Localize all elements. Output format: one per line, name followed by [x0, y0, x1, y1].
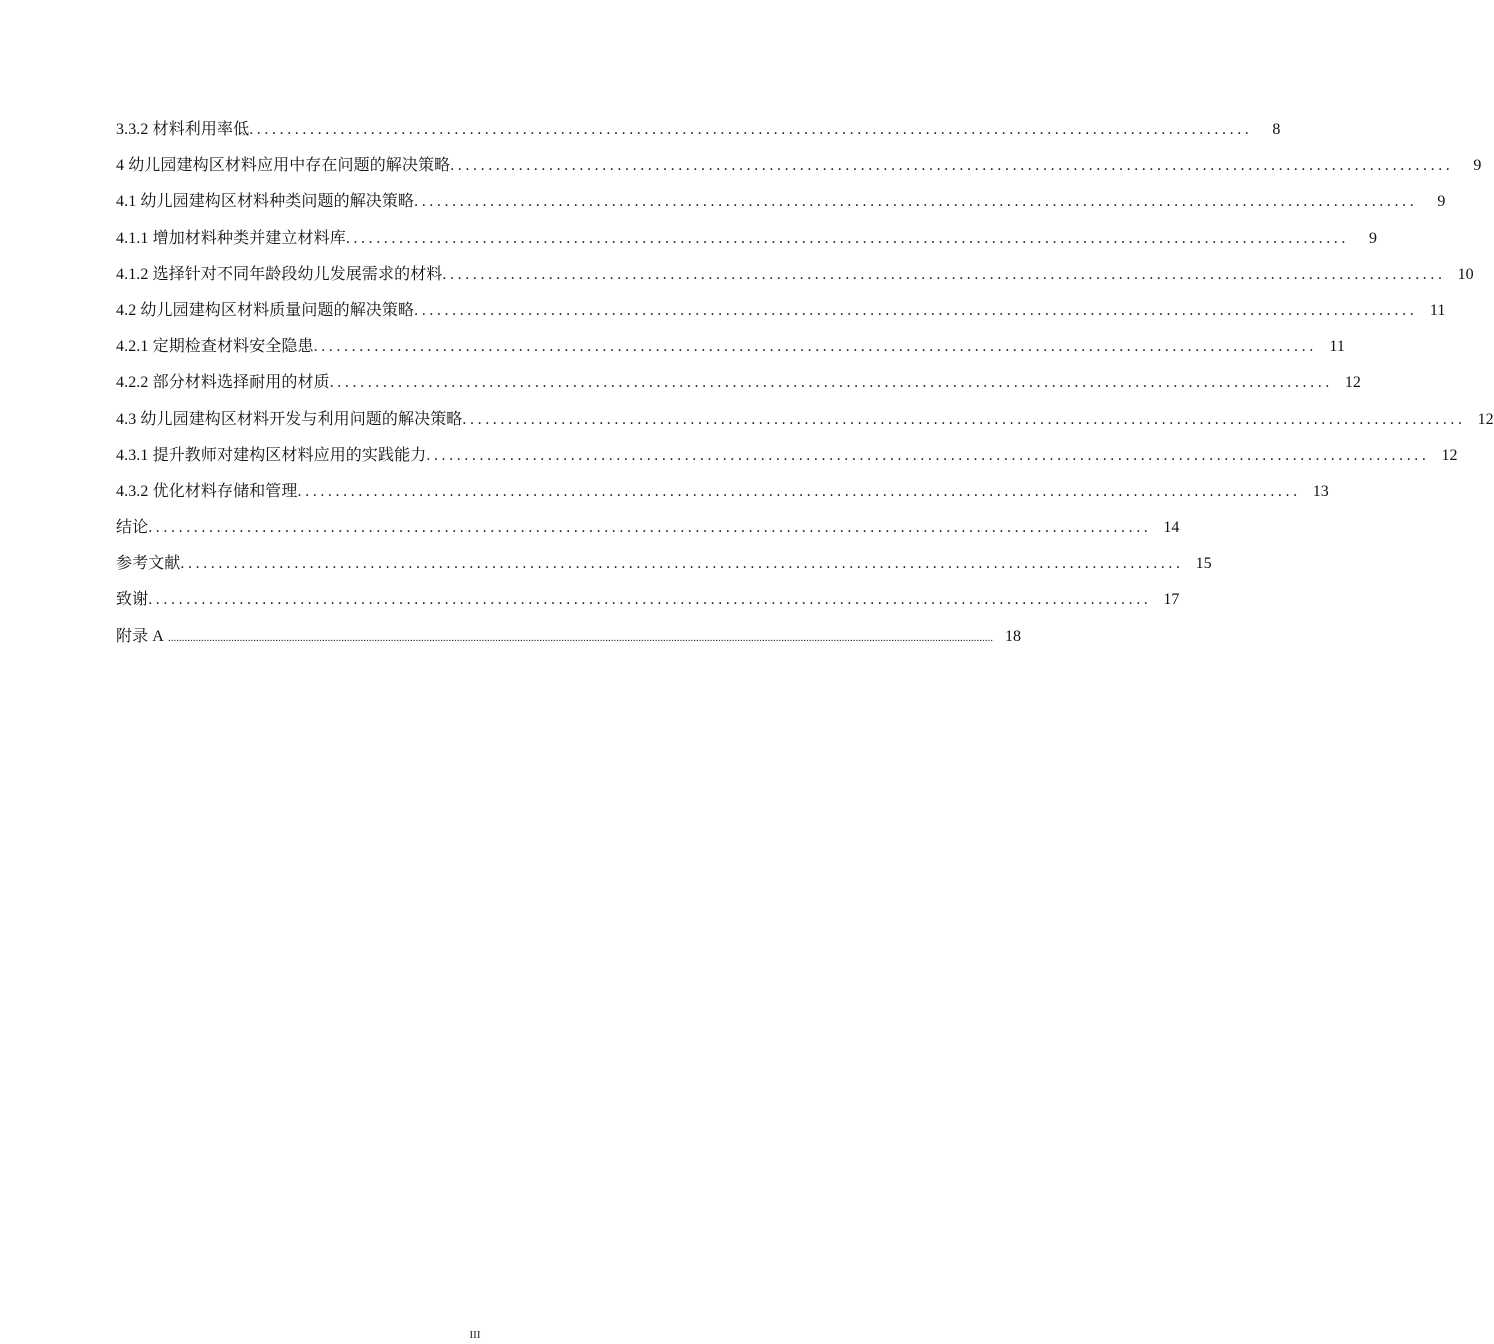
toc-entry-page: 9: [1369, 229, 1378, 247]
toc-leader-dots: ............................................................................................................................................................................................................................................................................................................: [167, 631, 993, 644]
toc-entry-title: 结论: [116, 519, 149, 537]
toc-leader-dots: ....................................................................................................................................: [249, 121, 1253, 138]
toc-entry[interactable]: [116, 371, 1361, 407]
toc-entry-page: 14: [1163, 519, 1180, 537]
toc-entry[interactable]: [116, 190, 1446, 226]
toc-entry-page: 17: [1163, 591, 1180, 609]
toc-entry-page: 10: [1457, 265, 1474, 283]
toc-entry[interactable]: [116, 263, 1474, 299]
toc-entry-page: 12: [1344, 374, 1361, 392]
toc-entry[interactable]: [116, 299, 1446, 335]
toc-entry[interactable]: [116, 516, 1180, 552]
toc-entry-title: 4.1 幼儿园建构区材料种类问题的解决策略: [116, 193, 415, 211]
toc-entry-title: 4.1.2 选择针对不同年龄段幼儿发展需求的材料: [116, 265, 443, 283]
toc-entry[interactable]: [116, 335, 1345, 371]
toc-leader-dots: ....................................................................................................................................: [450, 157, 1454, 175]
toc-entry-title: 4.2.1 定期检查材料安全隐患: [116, 338, 314, 356]
toc-entry-title: 参考文献: [116, 555, 181, 573]
toc-entry[interactable]: [116, 588, 1180, 624]
toc-entry-title: 4 幼儿园建构区材料应用中存在问题的解决策略: [116, 157, 451, 175]
toc-leader-dots: ....................................................................................................................................: [297, 482, 1301, 500]
toc-entry-title: 4.3 幼儿园建构区材料开发与利用问题的解决策略: [116, 410, 463, 428]
toc-entry[interactable]: [116, 408, 1494, 444]
toc-entry[interactable]: [116, 154, 1482, 190]
toc-entry[interactable]: [116, 625, 1021, 661]
toc-leader-dots: ....................................................................................................................................: [426, 446, 1430, 464]
toc-entry-page: 12: [1477, 410, 1494, 428]
toc-entry-page: 11: [1329, 338, 1345, 356]
toc-leader-dots: ....................................................................................................................................: [462, 410, 1466, 428]
toc-leader-dots: ....................................................................................................................................: [345, 229, 1350, 247]
toc-entry[interactable]: [116, 480, 1329, 516]
toc-entry-title: 4.3.2 优化材料存储和管理: [116, 482, 298, 500]
toc-leader-dots: ....................................................................................................................................: [414, 301, 1418, 319]
toc-entry-page: 8: [1272, 121, 1281, 138]
table-of-contents: [116, 118, 1494, 661]
toc-entry-title: 4.1.1 增加材料种类并建立材料库: [116, 229, 346, 247]
toc-entry-page: 15: [1195, 555, 1212, 573]
toc-leader-dots: ....................................................................................................................................: [148, 519, 1152, 537]
toc-entry-page: 11: [1429, 301, 1446, 319]
toc-entry-title: 4.3.1 提升教师对建构区材料应用的实践能力: [116, 446, 427, 464]
toc-leader-dots: ....................................................................................................................................: [414, 193, 1418, 211]
toc-entry[interactable]: [116, 118, 1281, 154]
toc-entry-page: 12: [1441, 446, 1458, 464]
toc-entry-page: 9: [1437, 193, 1446, 211]
toc-leader-dots: ....................................................................................................................................: [329, 374, 1333, 392]
toc-entry[interactable]: [116, 444, 1458, 480]
toc-entry-title: 3.3.2 材料利用率低: [116, 121, 250, 138]
toc-leader-dots: ....................................................................................................................................: [180, 555, 1184, 573]
footer-page-number: III: [469, 1329, 481, 1341]
toc-leader-dots: ....................................................................................................................................: [148, 591, 1152, 609]
toc-leader-dots: ....................................................................................................................................: [313, 338, 1317, 356]
toc-entry-title: 4.2.2 部分材料选择耐用的材质: [116, 374, 330, 392]
toc-entry[interactable]: [116, 227, 1378, 263]
toc-entry-page: 18: [1004, 627, 1021, 645]
toc-entry[interactable]: [116, 552, 1212, 588]
toc-entry-page: 13: [1312, 482, 1329, 500]
toc-entry-title: 4.2 幼儿园建构区材料质量问题的解决策略: [116, 301, 415, 319]
toc-entry-title: 致谢: [116, 591, 149, 609]
toc-entry-title: 附录 A: [116, 627, 164, 645]
toc-entry-page: 9: [1473, 157, 1482, 175]
toc-leader-dots: ....................................................................................................................................: [442, 265, 1446, 283]
